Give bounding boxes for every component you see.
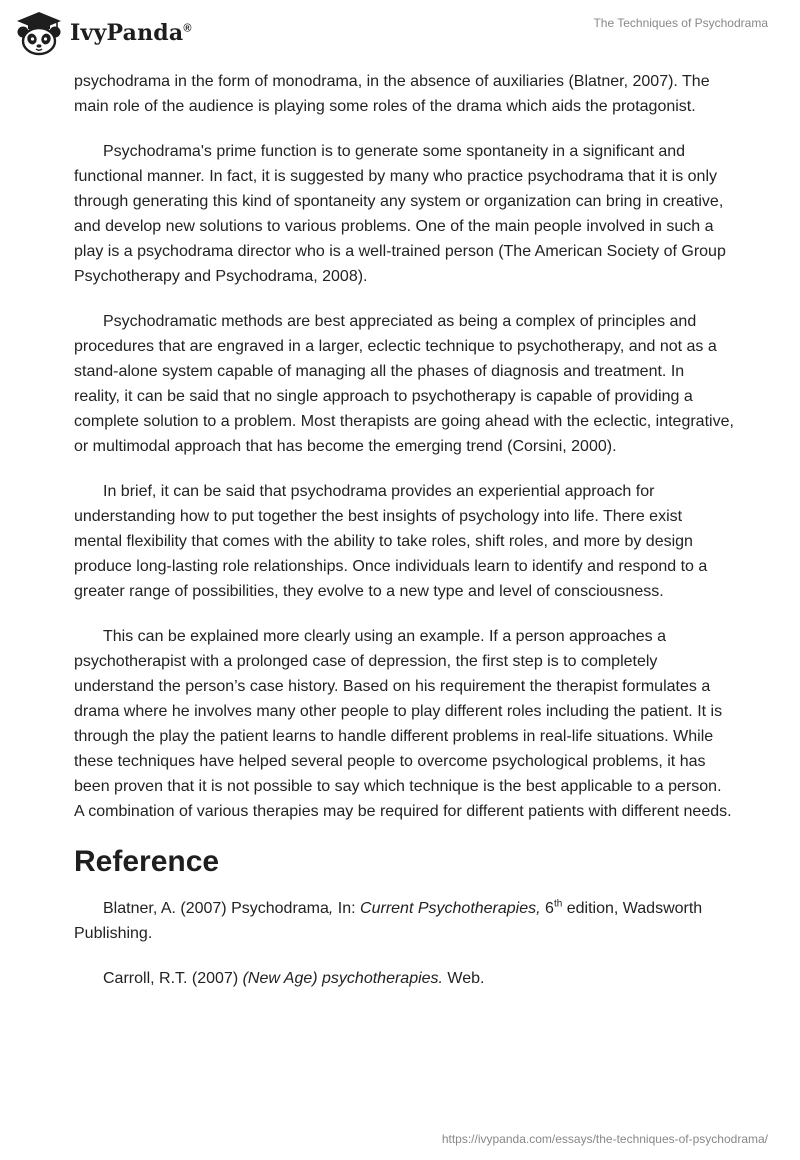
reference-item: Carroll, R.T. (2007) (New Age) psychotherapies. Web. (103, 970, 485, 987)
brand-name: IvyPanda® (70, 20, 192, 46)
source-url-link[interactable]: https://ivypanda.com/essays/the-techniques-of-psychodrama/ (441, 1132, 768, 1146)
paragraph: In brief, it can be said that psychodrama provides an experiential approach for understanding how to put together the best insights of psychology into life. There exist mental flexibility that comes with the ability to take roles, shift roles, and more by design produce long-lasting role relationships. Once individuals learn to identify and respond to a greater range of possibilities, they evolve to a new type and level of consciousness. (74, 483, 708, 600)
paragraph: This can be explained more clearly using an example. If a person approaches a psychotherapist with a prolonged case of depression, the first step is to completely understand the person’s case history. Based on his requirement the therapist formulates a drama where he involves many other people to play different roles including the patient. It is through the play the patient learns to handle different problems in real-life situations. While these techniques have helped several people to overcome psychological problems, it has been proven that it is not possible to say which technique is the best applicable to a person. A combination of various therapies may be required for different patients with different needs. (74, 628, 732, 820)
panda-graduate-icon (14, 10, 64, 56)
paragraph: psychodrama in the form of monodrama, in the absence of auxiliaries (Blatner, 2007). The main role of the audience is playing some roles of the drama which aids the protagonist. (74, 73, 710, 115)
essay-content (74, 69, 734, 1011)
document-title: The Techniques of Psychodrama (593, 16, 768, 30)
ivypanda-logo[interactable] (14, 10, 192, 56)
page-header (0, 0, 800, 70)
reference-list (74, 896, 734, 991)
references-heading: Reference (74, 845, 220, 878)
paragraph: Psychodramatic methods are best appreciated as being a complex of principles and procedures that are engraved in a larger, eclectic technique to psychotherapy, and not as a stand-alone system capable of managing all the phases of diagnosis and treatment. In reality, it can be said that no single approach to psychotherapy is capable of providing a complete solution to a problem. Most therapists are going ahead with the eclectic, integrative, or multimodal approach that has become the emerging trend (Corsini, 2000). (74, 313, 734, 455)
paragraph: Psychodrama's prime function is to generate some spontaneity in a significant and functional manner. In fact, it is suggested by many who practice psychodrama that it is only through generating this kind of spontaneity any system or organization can bring in creative, and develop new solutions to various problems. One of the main people involved in such a play is a psychodrama director who is a well-trained person (The American Society of Group Psychotherapy and Psychodrama, 2008). (74, 143, 726, 285)
reference-item: Blatner, A. (2007) Psychodrama, In: Current Psychotherapies, 6th edition, Wadsworth Publishing. (74, 898, 703, 942)
